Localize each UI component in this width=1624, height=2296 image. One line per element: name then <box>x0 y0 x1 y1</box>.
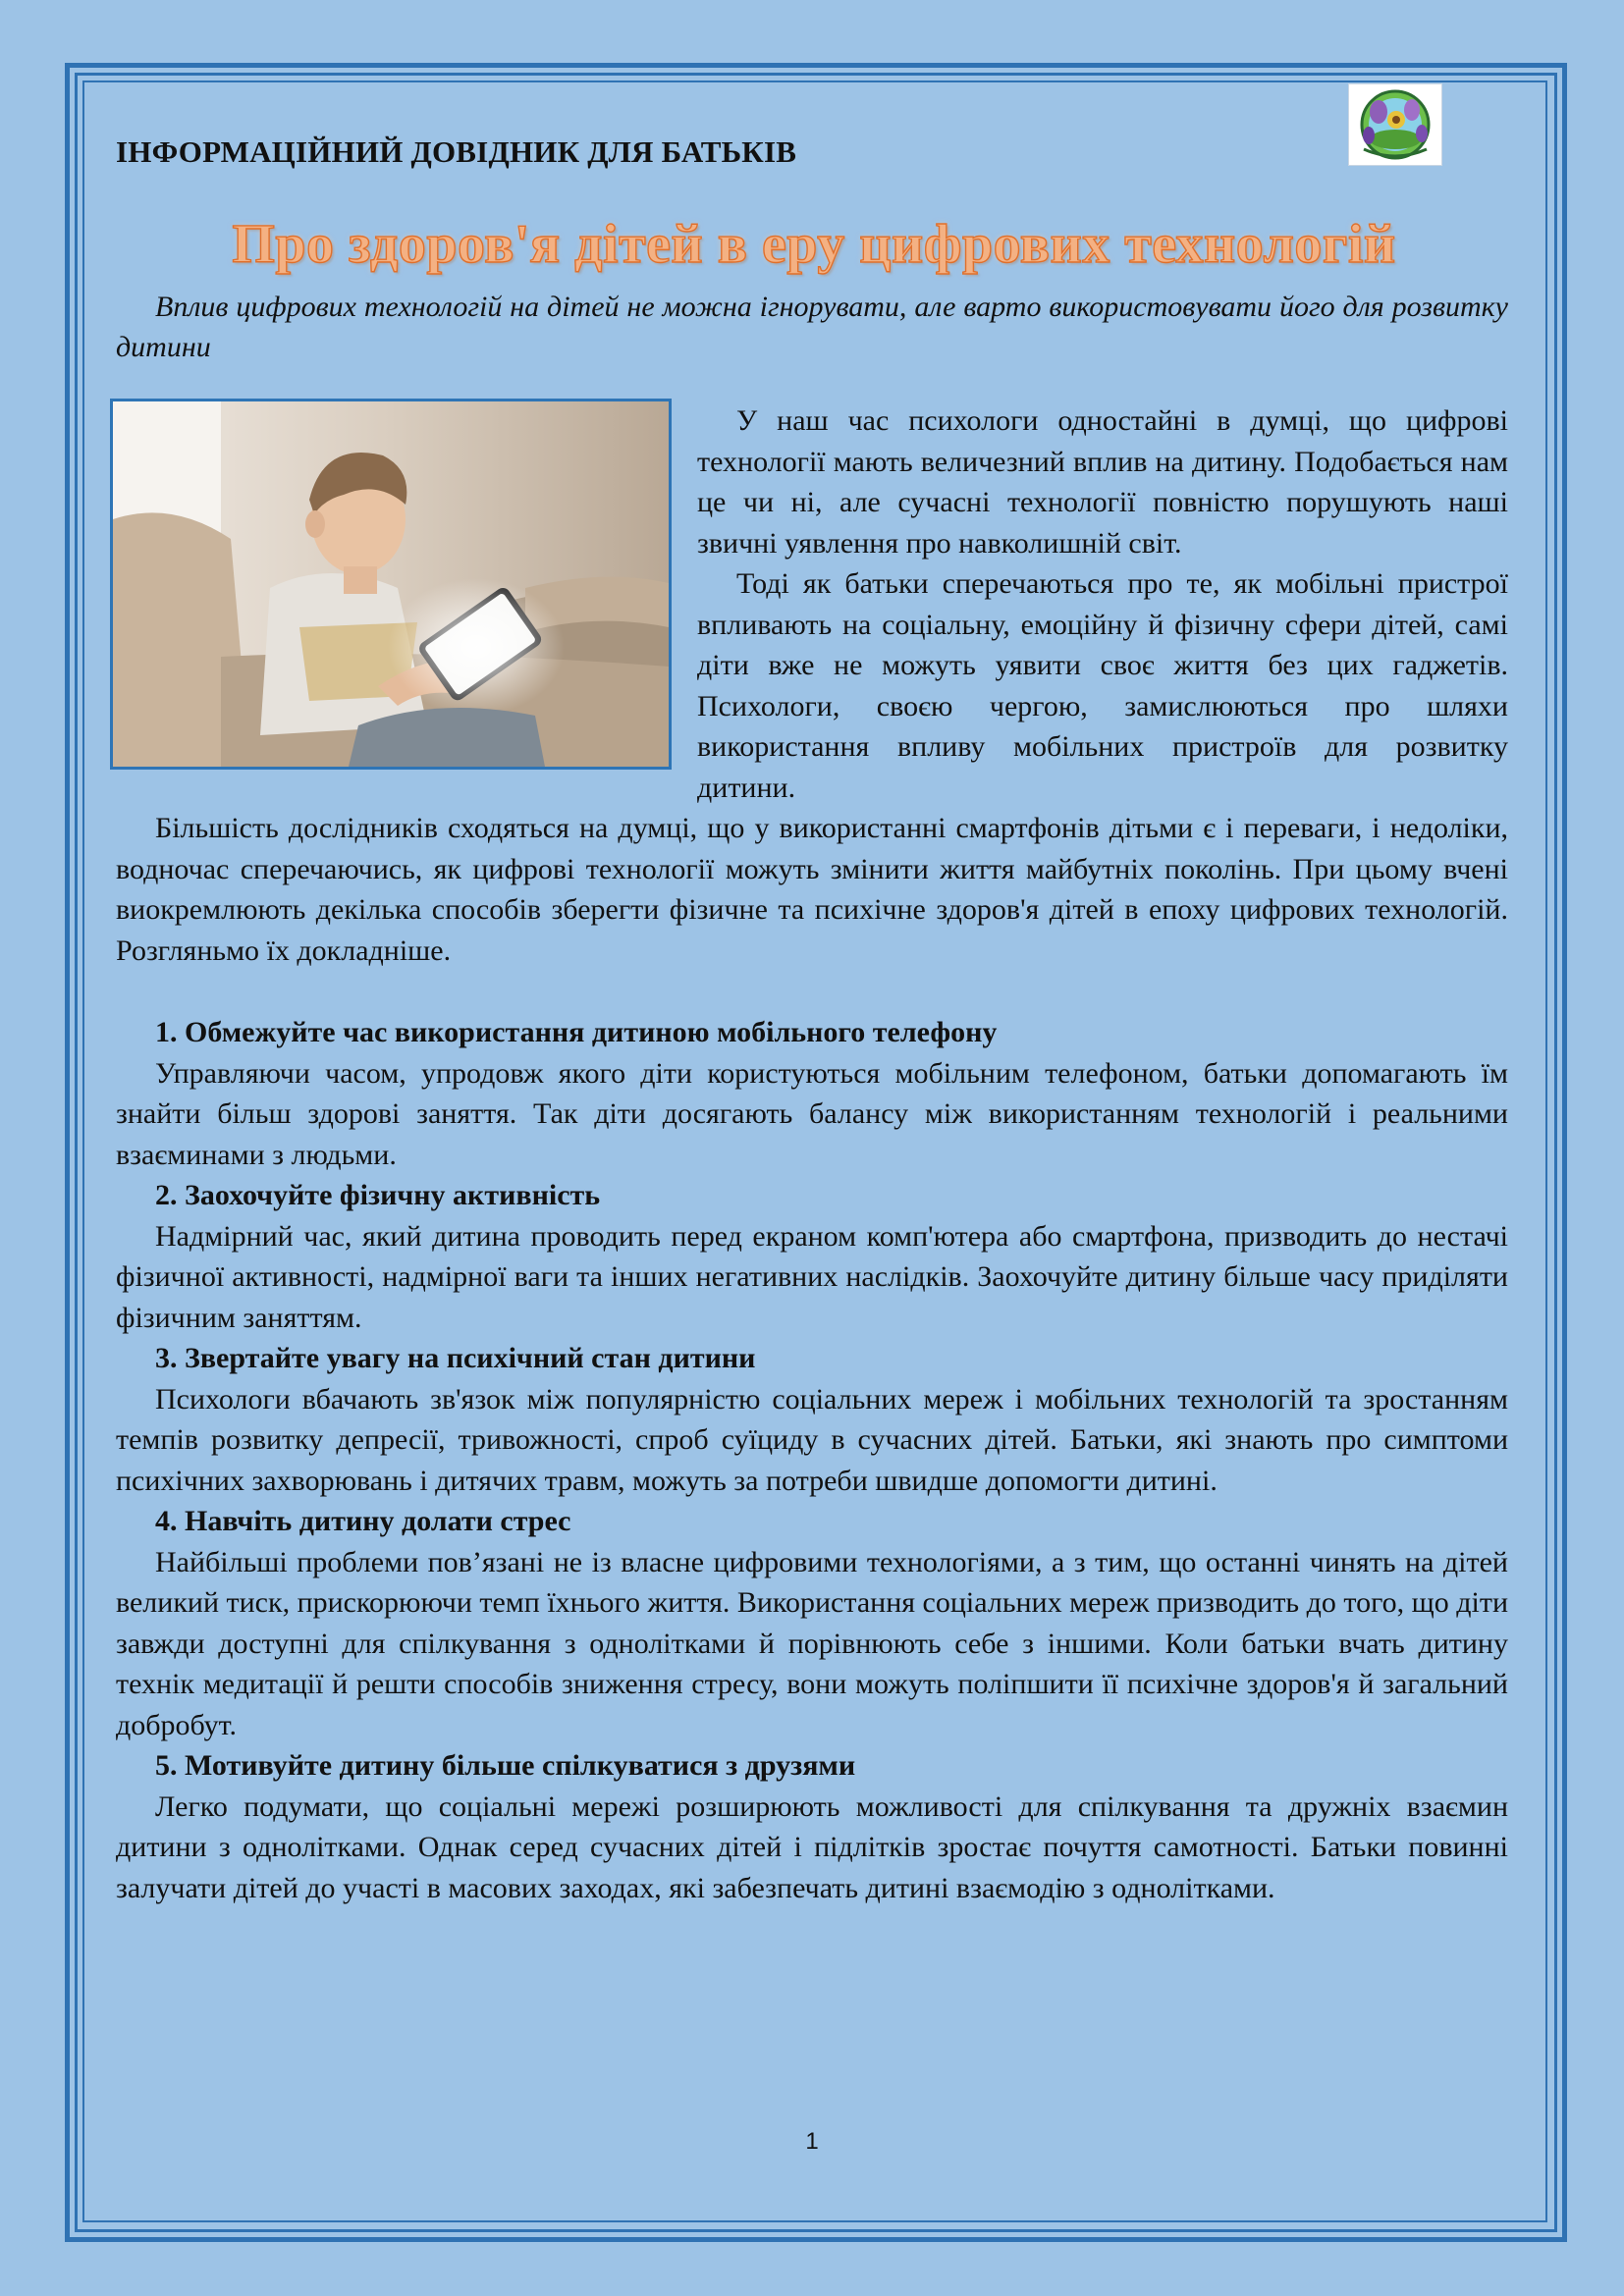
subtitle: Вплив цифрових технологій на дітей не можна ігнорувати, але варто використовувати його для розвитку дитини <box>116 291 1508 363</box>
tip-text-5: Легко подумати, що соціальні мережі розширюють можливості для спілкування та дружніх взаємин дитини з однолітками. Однак серед сучасних дітей і підлітків зростає почуття самотності. Батьки повинні залучати дітей до участі в масових заходах, які забезпечать дитині взаємодію з однолітками. <box>116 1789 1508 1904</box>
tip-text-4: Найбільші проблеми пов’язані не із власне цифровими технологіями, а з тим, що останні чинять на дітей великий тиск, прискорюючи темп їхнього життя. Використання соціальних мереж призводить до того, що діти завжди доступні для спілкування з однолітками й порівнюють себе з іншими. Коли батьки вчать дитину технік медитації й решти способів зниження стресу, вони можуть поліпшити її психічне здоров'я й загальний добробут. <box>116 1545 1509 1741</box>
tip-heading-5: 5. Мотивуйте дитину більше спілкуватися з друзями <box>155 1749 856 1782</box>
child-with-tablet-photo <box>110 399 672 770</box>
tip-text-2: Надмірний час, який дитина проводить перед екраном комп'ютера або смартфона, призводить до нестачі фізичної активності, надмірної ваги та інших негативних наслідків. Заохочуйте дитину більше часу приділяти фізичним заняттям. <box>116 1219 1508 1334</box>
tip-text-1: Управляючи часом, упродовж якого діти користуються мобільним телефоном, батьки допомагають їм знайти більш здорові заняття. Так діти досягають балансу між використанням технологій і реальними взаєминами з людьми. <box>116 1056 1508 1171</box>
paragraph-intro-3: Більшість дослідників сходяться на думці, що у використанні смартфонів дітьми є і переваги, і недоліки, водночас сперечаючись, як цифрові технології можуть змінити життя майбутніх поколінь. При цьому вчені виокремлюють декілька способів зберегти фізичне та психічне здоров'я дітей в епоху цифрових технологій. Розгляньмо їх докладніше. <box>116 812 1508 967</box>
tip-text-3: Психологи вбачають зв'язок між популярністю соціальних мереж і мобільних технологій та зростанням темпів розвитку депресії, тривожності, спроб суїциду в сучасних дітей. Батьки, які знають про симптоми психічних захворювань і дитячих травм, можуть за потреби швидше допомогти дитині. <box>116 1382 1508 1497</box>
section-spacer <box>116 971 1508 1012</box>
tip-heading-3: 3. Звертайте увагу на психічний стан дитини <box>155 1342 756 1374</box>
page-number: 1 <box>805 2128 819 2155</box>
page-title: Про здоров'я дітей в еру цифрових технологій <box>232 214 1396 275</box>
paragraph-intro-1: У наш час психологи одностайні в думці, що цифрові технології мають величезний вплив на дитину. Подобається нам це чи ні, але сучасні технології повністю порушують наші звичні уявлення про навколишній світ. <box>697 404 1508 560</box>
document-content <box>116 118 1508 1908</box>
document-header: ІНФОРМАЦІЙНИЙ ДОВІДНИК ДЛЯ БАТЬКІВ <box>116 134 797 169</box>
tip-heading-4: 4. Навчіть дитину долати стрес <box>155 1505 571 1537</box>
paragraph-intro-2: Тоді як батьки сперечаються про те, як мобільні пристрої впливають на соціальну, емоційну й фізичну сфери дітей, самі діти вже не можуть уявити своє життя без цих гаджетів. Психологи, своєю чергою, замислюються про шляхи використання впливу мобільних пристроїв для розвитку дитини. <box>697 567 1508 804</box>
photo-illustration <box>113 401 669 767</box>
tip-heading-2: 2. Заохочуйте фізичну активність <box>155 1179 601 1211</box>
article-body <box>116 399 1508 1908</box>
tip-heading-1: 1. Обмежуйте час використання дитиною мобільного телефону <box>155 1016 998 1048</box>
